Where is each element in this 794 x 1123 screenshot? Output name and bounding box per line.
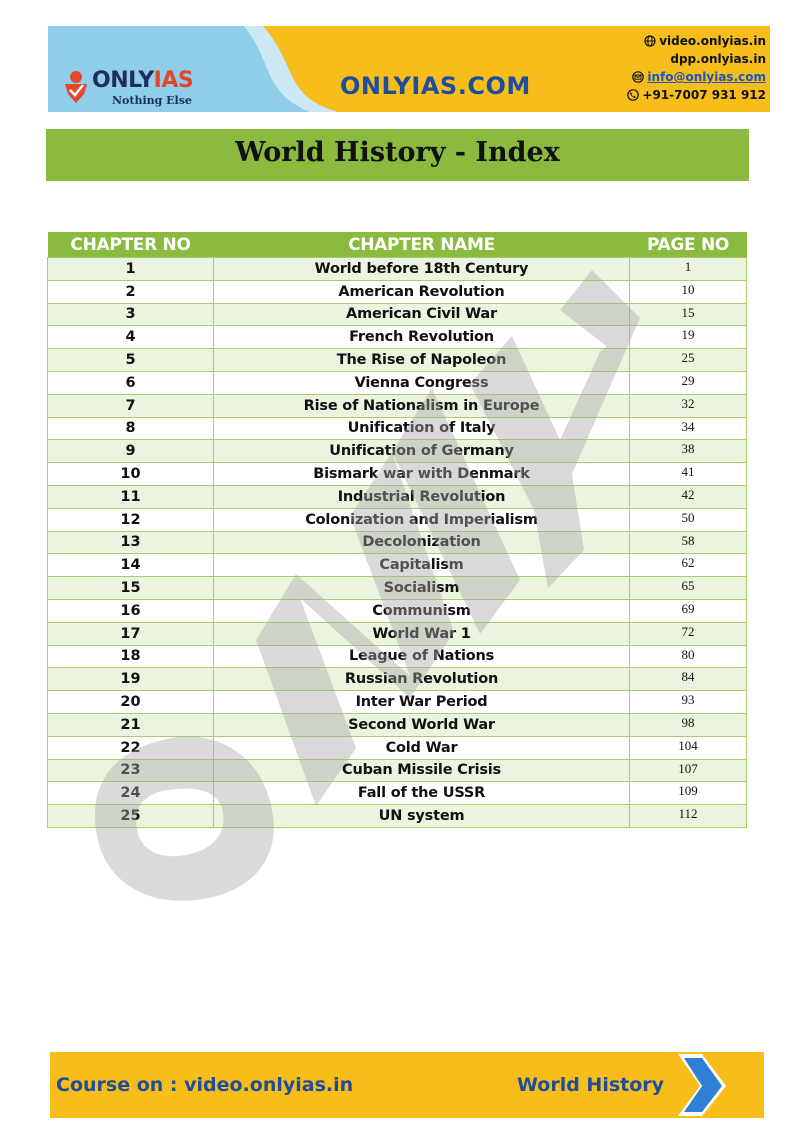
table-row[interactable] xyxy=(48,599,747,622)
page-number-cell: 58 xyxy=(630,531,747,554)
chapter-name-cell: World War 1 xyxy=(214,622,630,645)
page-number-cell: 25 xyxy=(630,349,747,372)
contact-video-link[interactable] xyxy=(627,32,766,50)
page-number-cell: 93 xyxy=(630,691,747,714)
page-number-cell: 41 xyxy=(630,463,747,486)
chapter-number-cell: 19 xyxy=(48,668,214,691)
table-row[interactable] xyxy=(48,371,747,394)
table-row[interactable] xyxy=(48,463,747,486)
chapter-name-cell: Decolonization xyxy=(214,531,630,554)
logo-tagline: Nothing Else xyxy=(112,94,192,107)
chapter-name-cell: UN system xyxy=(214,805,630,828)
table-row[interactable] xyxy=(48,326,747,349)
page-number-cell: 19 xyxy=(630,326,747,349)
chapter-number-cell: 24 xyxy=(48,782,214,805)
page-number-cell: 42 xyxy=(630,485,747,508)
onlyias-logo[interactable] xyxy=(64,70,214,112)
table-row[interactable] xyxy=(48,691,747,714)
contact-dpp-text: dpp.onlyias.in xyxy=(670,52,766,66)
table-row[interactable] xyxy=(48,485,747,508)
chapter-name-cell: French Revolution xyxy=(214,326,630,349)
contact-email-text: info@onlyias.com xyxy=(647,70,766,84)
chapter-name-cell: The Rise of Napoleon xyxy=(214,349,630,372)
table-row[interactable] xyxy=(48,303,747,326)
chapter-name-cell: American Civil War xyxy=(214,303,630,326)
page-number-cell: 62 xyxy=(630,554,747,577)
footer-subject-label: World History xyxy=(517,1074,665,1096)
page-number-cell: 80 xyxy=(630,645,747,668)
footer-banner xyxy=(50,1052,764,1122)
logo-word-main: ONLY xyxy=(92,68,154,93)
table-row[interactable] xyxy=(48,645,747,668)
chapter-number-cell: 17 xyxy=(48,622,214,645)
chapter-name-cell: Fall of the USSR xyxy=(214,782,630,805)
email-icon xyxy=(632,71,644,83)
table-header-row xyxy=(48,232,747,258)
page-number-cell: 72 xyxy=(630,622,747,645)
table-row[interactable] xyxy=(48,577,747,600)
page-number-cell: 84 xyxy=(630,668,747,691)
table-row[interactable] xyxy=(48,531,747,554)
page-number-cell: 10 xyxy=(630,280,747,303)
chapter-name-cell: American Revolution xyxy=(214,280,630,303)
table-row[interactable] xyxy=(48,622,747,645)
chapter-number-cell: 14 xyxy=(48,554,214,577)
logo-word-accent: IAS xyxy=(153,68,194,93)
chapter-name-cell: Bismark war with Denmark xyxy=(214,463,630,486)
table-row[interactable] xyxy=(48,417,747,440)
chapter-number-cell: 15 xyxy=(48,577,214,600)
logo-wordmark xyxy=(92,68,193,93)
chapter-name-cell: World before 18th Century xyxy=(214,258,630,281)
globe-icon xyxy=(644,35,656,47)
chapter-name-cell: Industrial Revolution xyxy=(214,485,630,508)
logo-badge-icon xyxy=(64,70,88,104)
table-row[interactable] xyxy=(48,668,747,691)
table-row[interactable] xyxy=(48,508,747,531)
chapter-number-cell: 16 xyxy=(48,599,214,622)
chapter-number-cell: 2 xyxy=(48,280,214,303)
chapter-name-cell: Rise of Nationalism in Europe xyxy=(214,394,630,417)
chapter-name-cell: Cold War xyxy=(214,736,630,759)
page-number-cell: 38 xyxy=(630,440,747,463)
chapter-number-cell: 5 xyxy=(48,349,214,372)
page-number-cell: 34 xyxy=(630,417,747,440)
chapter-name-cell: Capitalism xyxy=(214,554,630,577)
phone-icon xyxy=(627,89,639,101)
table-row[interactable] xyxy=(48,280,747,303)
page-number-cell: 107 xyxy=(630,759,747,782)
page-number-cell: 15 xyxy=(630,303,747,326)
header-banner xyxy=(48,26,770,112)
page-number-cell: 69 xyxy=(630,599,747,622)
table-row[interactable] xyxy=(48,349,747,372)
chapter-number-cell: 22 xyxy=(48,736,214,759)
page-number-cell: 65 xyxy=(630,577,747,600)
footer-course-link[interactable]: Course on : video.onlyias.in xyxy=(56,1074,354,1096)
page-number-cell: 112 xyxy=(630,805,747,828)
chapter-name-cell: Cuban Missile Crisis xyxy=(214,759,630,782)
chapter-number-cell: 23 xyxy=(48,759,214,782)
chapter-name-cell: Vienna Congress xyxy=(214,371,630,394)
contact-phone-text: +91-7007 931 912 xyxy=(642,88,766,102)
site-title[interactable]: ONLYIAS.COM xyxy=(340,72,531,100)
chapter-number-cell: 6 xyxy=(48,371,214,394)
chapter-number-cell: 18 xyxy=(48,645,214,668)
chapter-name-cell: Colonization and Imperialism xyxy=(214,508,630,531)
chapter-number-cell: 13 xyxy=(48,531,214,554)
header-page-no: PAGE NO xyxy=(630,232,747,258)
page-number-cell: 29 xyxy=(630,371,747,394)
chapter-number-cell: 12 xyxy=(48,508,214,531)
chapter-number-cell: 7 xyxy=(48,394,214,417)
table-row[interactable] xyxy=(48,782,747,805)
chapter-number-cell: 25 xyxy=(48,805,214,828)
header-chapter-name: CHAPTER NAME xyxy=(214,232,630,258)
contact-email-link[interactable] xyxy=(627,68,766,86)
header-chapter-no: CHAPTER NO xyxy=(48,232,214,258)
table-row[interactable] xyxy=(48,759,747,782)
chapter-number-cell: 10 xyxy=(48,463,214,486)
contact-block xyxy=(627,32,766,104)
chapter-number-cell: 20 xyxy=(48,691,214,714)
table-row[interactable] xyxy=(48,394,747,417)
page-number-cell: 50 xyxy=(630,508,747,531)
page-number-cell: 98 xyxy=(630,713,747,736)
title-bar xyxy=(46,129,749,181)
table-row[interactable] xyxy=(48,554,747,577)
chapter-number-cell: 3 xyxy=(48,303,214,326)
chapter-index-table xyxy=(47,232,747,828)
chapter-number-cell: 9 xyxy=(48,440,214,463)
page-title: World History - Index xyxy=(235,137,560,168)
chapter-number-cell: 21 xyxy=(48,713,214,736)
chapter-number-cell: 11 xyxy=(48,485,214,508)
chapter-name-cell: League of Nations xyxy=(214,645,630,668)
chapter-name-cell: Unification of Germany xyxy=(214,440,630,463)
chapter-name-cell: Unification of Italy xyxy=(214,417,630,440)
table-row[interactable] xyxy=(48,258,747,281)
chapter-number-cell: 1 xyxy=(48,258,214,281)
table-row[interactable] xyxy=(48,713,747,736)
table-row[interactable] xyxy=(48,440,747,463)
chapter-name-cell: Socialism xyxy=(214,577,630,600)
page-number-cell: 109 xyxy=(630,782,747,805)
chapter-name-cell: Second World War xyxy=(214,713,630,736)
table-row[interactable] xyxy=(48,805,747,828)
table-row[interactable] xyxy=(48,736,747,759)
chapter-name-cell: Communism xyxy=(214,599,630,622)
chapter-number-cell: 8 xyxy=(48,417,214,440)
contact-dpp-link[interactable] xyxy=(627,50,766,68)
page-number-cell: 32 xyxy=(630,394,747,417)
table-body xyxy=(48,258,747,828)
contact-phone[interactable] xyxy=(627,86,766,104)
chapter-number-cell: 4 xyxy=(48,326,214,349)
chapter-name-cell: Russian Revolution xyxy=(214,668,630,691)
contact-video-text: video.onlyias.in xyxy=(659,34,766,48)
page-number-cell: 1 xyxy=(630,258,747,281)
chapter-name-cell: Inter War Period xyxy=(214,691,630,714)
page-number-cell: 104 xyxy=(630,736,747,759)
